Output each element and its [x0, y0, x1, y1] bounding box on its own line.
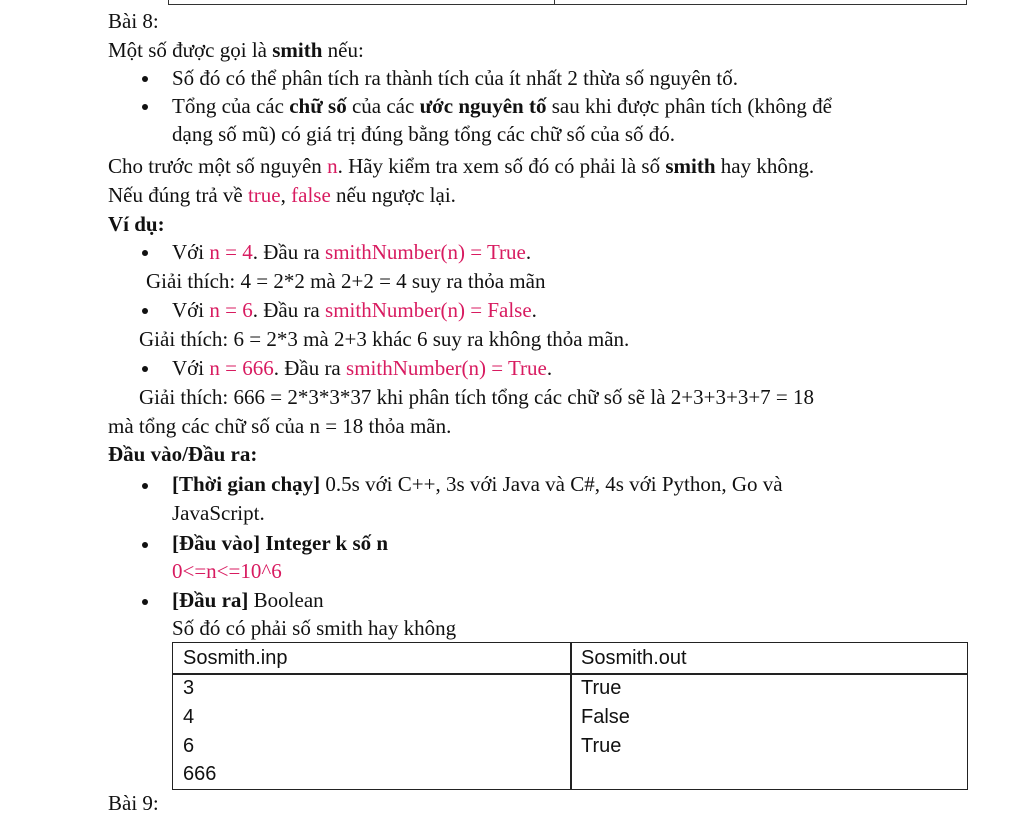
example-3-explanation: Giải thích: 666 = 2*3*3*37 khi phân tích tổng các chữ số sẽ là 2+3+3+3+7 = 18 [139, 385, 815, 409]
bullet [142, 542, 148, 548]
example-2: Với n = 6. Đầu ra smithNumber(n) = False. [172, 298, 537, 322]
bullet [142, 250, 148, 256]
input-spec: [Đầu vào] Integer k số n [172, 531, 389, 555]
example-2-explanation: Giải thích: 6 = 2*3 mà 2+3 khác 6 suy ra không thỏa mãn. [139, 327, 630, 351]
heading-bai-9: Bài 9: [108, 791, 159, 815]
bullet [142, 308, 148, 314]
table-cell-input: 666 [183, 763, 217, 785]
table-header-input: Sosmith.inp [183, 647, 288, 669]
output-spec: [Đầu ra] Boolean [172, 588, 324, 612]
time-limit: [Thời gian chạy] 0.5s với C++, 3s với Java và C#, 4s với Python, Go và [172, 472, 783, 496]
bullet [142, 366, 148, 372]
example-3-explanation-cont: mà tổng các chữ số của n = 18 thỏa mãn. [108, 414, 452, 438]
output-description: Số đó có phải số smith hay không [172, 616, 457, 640]
condition-1: Số đó có thể phân tích ra thành tích của ít nhất 2 thừa số nguyên tố. [172, 66, 739, 90]
heading-bai-8: Bài 8: [108, 9, 159, 33]
table-cell-output: False [581, 706, 630, 728]
bullet [142, 76, 148, 82]
condition-2-cont: dạng số mũ) có giá trị đúng bằng tổng các chữ số của số đó. [172, 122, 676, 146]
bullet [142, 483, 148, 489]
previous-table-bottom [168, 0, 967, 5]
table-header-output: Sosmith.out [581, 647, 687, 669]
time-limit-cont: JavaScript. [172, 501, 265, 525]
bullet [142, 599, 148, 605]
table-cell-output: True [581, 677, 622, 699]
smith-definition: Một số được gọi là smith nếu: [108, 38, 364, 62]
io-sample-table [172, 642, 968, 790]
bullet [142, 104, 148, 110]
table-cell-input: 3 [183, 677, 195, 699]
example-1-explanation: Giải thích: 4 = 2*2 mà 2+2 = 4 suy ra thỏa mãn [146, 269, 546, 293]
examples-heading: Ví dụ: [108, 212, 165, 236]
input-constraint: 0<=n<=10^6 [172, 559, 282, 583]
table-cell-input: 6 [183, 735, 195, 757]
example-3: Với n = 666. Đầu ra smithNumber(n) = True. [172, 356, 553, 380]
table-cell-output: True [581, 735, 622, 757]
example-1: Với n = 4. Đầu ra smithNumber(n) = True. [172, 240, 532, 264]
table-cell-input: 4 [183, 706, 195, 728]
task-line-2: Nếu đúng trả về true, false nếu ngược lại. [108, 183, 456, 207]
condition-2: Tổng của các chữ số của các ước nguyên tố sau khi được phân tích (không để [172, 94, 832, 118]
io-heading: Đầu vào/Đầu ra: [108, 442, 258, 466]
task-line-1: Cho trước một số nguyên n. Hãy kiểm tra xem số đó có phải là số smith hay không. [108, 154, 815, 178]
